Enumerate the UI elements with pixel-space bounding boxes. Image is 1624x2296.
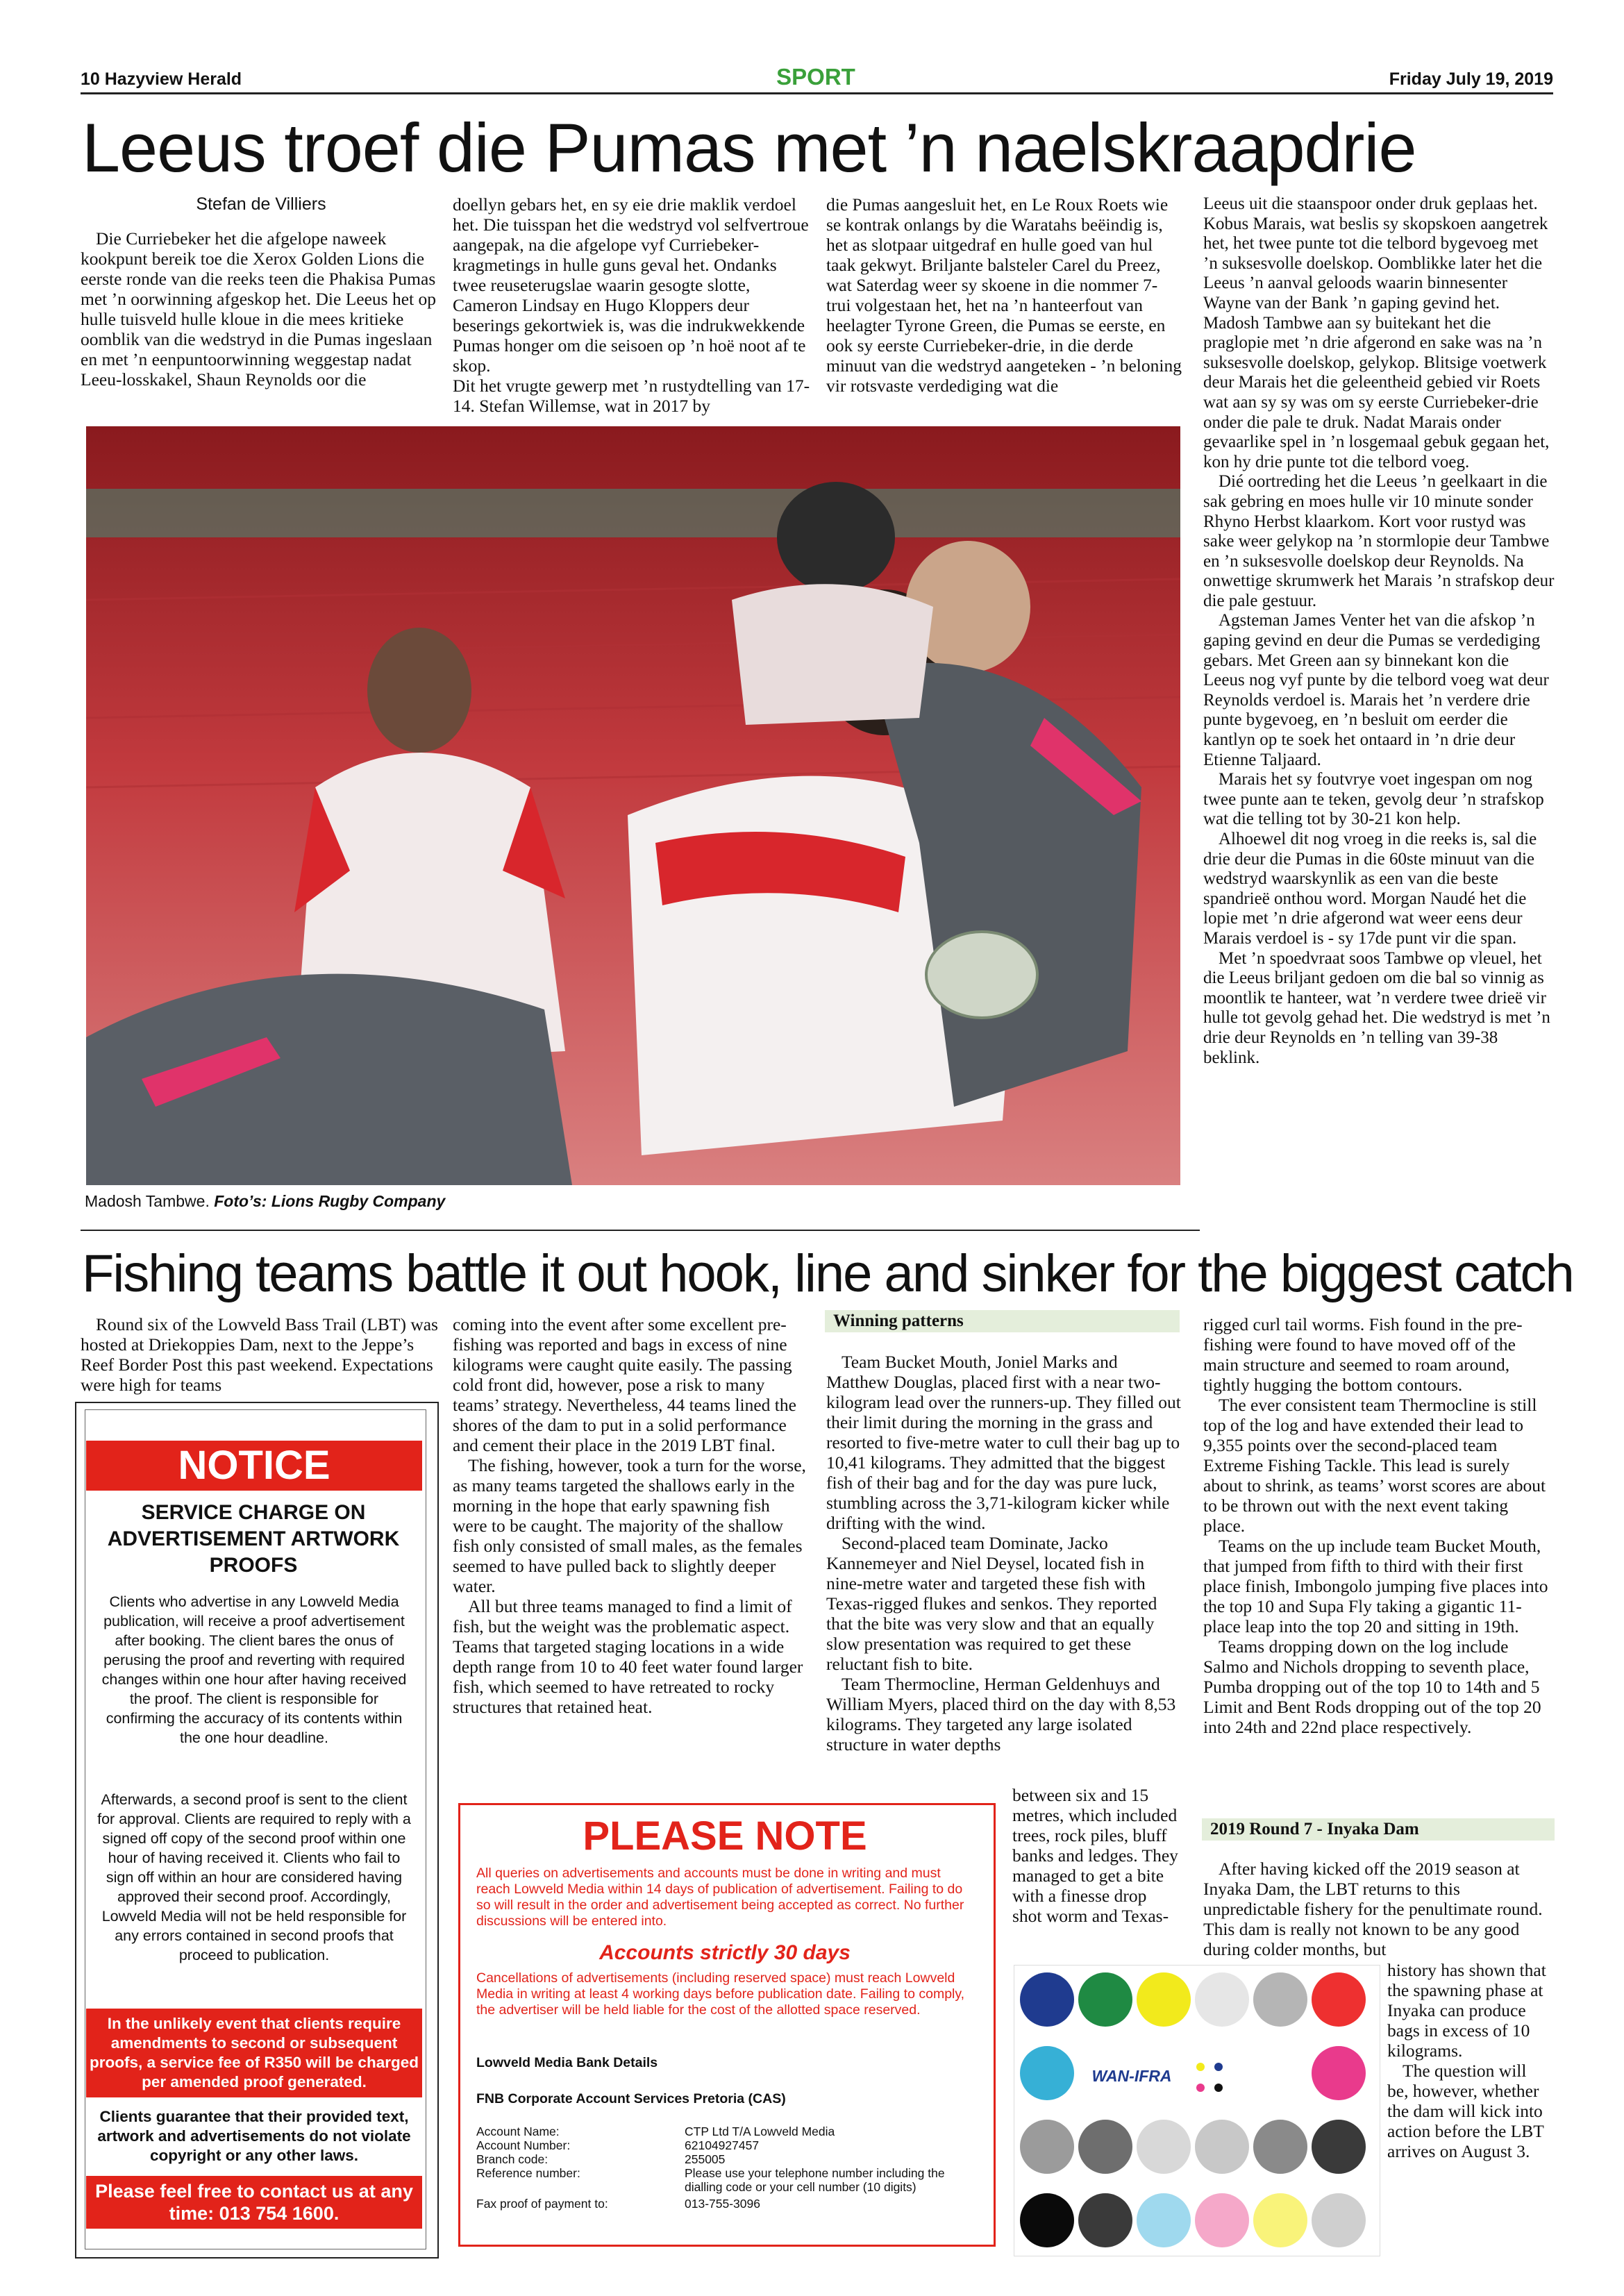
article1-col4 bbox=[1203, 194, 1555, 1068]
please-note-paragraph-1: All queries on advertisements and accounts must be done in writing and must reach Lowveld Media within 14 days of publication of advertisement. Failing to do so will result in the order and advertisement being accepted as correct. No further discussions will be entered into. bbox=[476, 1866, 964, 1929]
paragraph: Team Thermocline, Herman Geldenhuys and William Myers, placed third on the day with 8,53 kilograms. They targeted any large isolated structure in water depths bbox=[826, 1674, 1176, 1754]
subhead-inyaka-dam: 2019 Round 7 - Inyaka Dam bbox=[1202, 1818, 1555, 1841]
color-swatch bbox=[1078, 1972, 1132, 2027]
color-swatch bbox=[1078, 2120, 1132, 2174]
paragraph: Teams on the up include team Bucket Mouth, that jumped from fifth to third with their first place finish, Imbongolo jumping five places into the top 10 and Supa Fly taking a gigantic 11-place leap into the top 20 and sitting in 19th. bbox=[1203, 1536, 1548, 1636]
paragraph: Die Curriebeker het die afgelope naweek kookpunt bereik toe die Xerox Golden Lions die eerste ronde van die reeks teen die Phakisa Pumas met ’n oorwinning afgeskop het. Die Leeus het op hulle tuisveld hulle kloue in die mees kritieke oomblik van die wedstryd in die Pumas ingeslaan en met ’n eenpuntoorwinning weggestap nadat Leeu-losskakel, Shaun Reynolds oor die bbox=[81, 228, 436, 389]
article2-col4c bbox=[1387, 1960, 1551, 2161]
article2-col2 bbox=[453, 1314, 808, 1717]
bank-title: Lowveld Media Bank Details bbox=[476, 2055, 658, 2070]
color-swatch bbox=[1020, 1972, 1074, 2027]
rugby-photo bbox=[86, 426, 1180, 1185]
paragraph: history has shown that the spawning phase at Inyaka can produce bags in excess of 10 kilograms. bbox=[1387, 1960, 1546, 2061]
paragraph: coming into the event after some excellent pre-fishing was reported and bags in excess of nine kilograms were caught quite easily. The passing cold front did, however, pose a risk to many teams’ strategy. Nevertheless, 44 teams lined the shores of the dam to put in a solid performance and cement their place in the 2019 LBT final. bbox=[453, 1314, 796, 1455]
notice-paragraph-2: Afterwards, a second proof is sent to the client for approval. Clients are required to reply with a signed off copy of the second proof within one hour of having received it. Clients who fail to sign off within an hour are considered having approved their second proof. Accordingly, Lowveld Media will not be held responsible for any errors contained in second proofs that proceed to publication. bbox=[97, 1791, 411, 1963]
paragraph: die Pumas aangesluit het, en Le Roux Roets wie se kontrak onlangs by die Waratahs beëindig is, het as slotpaar uitgedraf en hulle goed van hul taak gekwyt. Briljante balsteler Carel du Preez, wat Saterdag weer sy skoene in die nommer 7-trui volgestaan het, het na ’n hanteerfout van heelagter Tyrone Green, die Pumas se eerste, en ook sy eerste Curriebeker-drie, in die derde minuut van die wedstryd aangeteken - ’n beloning vir rotsvaste verdediging wat die bbox=[826, 194, 1182, 396]
paragraph: Leeus uit die staanspoor onder druk geplaas het. Kobus Marais, wat beslis sy skopskoen aangetrek het, het twee punte tot die telbord bygevoeg met ’n suksesvolle doelskop. Oomblikke later het die Leeus ’n aanval geloods waarin binnesenter Wayne van der Bank ’n gaping gevind het. Madosh Tambwe aan sy buitekant het die praglopie met ’n drie afgerond en sake was na ’n suksesvolle doelskop, gelykop. Blitsige voetwerk deur Marais het die geleentheid gebied vir Roets wat aan sy sy was om sy eerste Curriebeker-drie onder die pale te druk. Nadat Marais onder gevaarlike spel in ’n losgemaal gebuk gegaan het, kon hy drie punte tot die telbord voeg. bbox=[1203, 194, 1550, 471]
notice-subtitle: SERVICE CHARGE ON ADVERTISEMENT ARTWORK PROOFS bbox=[107, 1501, 400, 1577]
article2-col1 bbox=[81, 1314, 442, 1395]
paragraph: The ever consistent team Thermocline is still top of the log and have extended their lead to 9,355 points over the second-placed team Extreme Fishing Tackle. This lead is surely about to shrink, as teams’ worst scores are about to be thrown out with the next event taking place. bbox=[1203, 1395, 1546, 1536]
bank-row bbox=[476, 2152, 978, 2166]
photo-caption bbox=[85, 1192, 445, 1211]
color-swatch bbox=[1312, 2046, 1366, 2100]
color-swatch bbox=[1078, 2193, 1132, 2247]
article1-col2 bbox=[453, 194, 814, 416]
caption-name: Madosh Tambwe. bbox=[85, 1192, 210, 1210]
registration-mark bbox=[1196, 2084, 1205, 2092]
header-rule bbox=[81, 92, 1553, 94]
paragraph: doellyn gebars het, en sy eie drie maklik verdoel het. Die tuisspan het die wedstryd vol selfvertroue aangepak, na die afgelope vyf Curriebeker-kragmetings in hulle guns geval het. Ondanks twee reuseterugslae waarin gesogte slotte, Cameron Lindsay en Hugo Kloppers deur beserings gekortwiek is, was die indrukwekkende Pumas honger om die seisoen op ’n hoë noot af te skop. bbox=[453, 194, 809, 376]
color-swatch bbox=[1195, 2193, 1249, 2247]
bank-row-label: Fax proof of payment to: bbox=[476, 2197, 608, 2211]
paragraph: rigged curl tail worms. Fish found in the pre-fishing were found to have moved off of the main structure and seemed to roam around, tightly hugging the bottom contours. bbox=[1203, 1314, 1523, 1395]
article1-col3 bbox=[826, 194, 1182, 396]
notice-contact: Please feel free to contact us at any time: 013 754 1600. bbox=[86, 2176, 422, 2229]
color-swatch bbox=[1137, 2193, 1191, 2247]
color-swatch bbox=[1253, 2120, 1307, 2174]
page-label: 10 Hazyview Herald bbox=[81, 69, 242, 89]
notice-title: NOTICE bbox=[86, 1441, 422, 1491]
notice-paragraph-1: Clients who advertise in any Lowveld Media publication, will receive a proof advertisement after booking. The client bares the onus of perusing the proof and reverting with required changes within one hour after having received the proof. The client is responsible for confirming the accuracy of its contents within the one hour deadline. bbox=[101, 1593, 407, 1746]
bank-row-label: Branch code: bbox=[476, 2152, 549, 2166]
color-swatch bbox=[1020, 2193, 1074, 2247]
bank-row-label: Account Name: bbox=[476, 2125, 560, 2138]
color-swatch bbox=[1312, 2120, 1366, 2174]
color-swatch bbox=[1195, 1972, 1249, 2027]
paragraph: All but three teams managed to find a limit of fish, but the weight was the problematic aspect. Teams that targeted staging locations in a wide depth range from 10 to 40 feet water found larger fish, which seemed to have retreated to rocky structures that retained heat. bbox=[453, 1596, 803, 1717]
color-control-strip bbox=[1014, 1965, 1380, 2256]
color-swatch bbox=[1137, 1972, 1191, 2027]
color-swatch bbox=[1312, 1972, 1366, 2027]
bank-row-label: Account Number: bbox=[476, 2138, 571, 2152]
paragraph: Dit het vrugte gewerp met ’n rustydtelling van 17-14. Stefan Willemse, wat in 2017 by bbox=[453, 376, 810, 416]
bank-row bbox=[476, 2125, 978, 2138]
paragraph: Teams dropping down on the log include Salmo and Nichols dropping to seventh place, Pumba dropping out of the top 10 to 14th and 5 Limit and Bent Rods dropping out of the top 20 into 24th and 22nd place respectively. bbox=[1203, 1636, 1541, 1737]
paragraph: The question will be, however, whether the dam will kick into action before the LBT arrives on August 3. bbox=[1387, 2061, 1544, 2161]
bank-row bbox=[476, 2197, 978, 2211]
page-date: Friday July 19, 2019 bbox=[1389, 69, 1553, 89]
article1-col1 bbox=[81, 194, 442, 389]
color-swatch bbox=[1195, 2120, 1249, 2174]
caption-credit: Foto’s: Lions Rugby Company bbox=[214, 1192, 446, 1210]
wan-ifra-logo: WAN-IFRA bbox=[1091, 2067, 1172, 2085]
article1-byline: Stefan de Villiers bbox=[196, 194, 326, 214]
article-divider bbox=[81, 1230, 1200, 1231]
article2-col3 bbox=[826, 1352, 1182, 1754]
bank-row-value: 62104927457 bbox=[685, 2138, 760, 2152]
color-swatch bbox=[1253, 1972, 1307, 2027]
bank-row bbox=[476, 2166, 978, 2194]
paragraph: Second-placed team Dominate, Jacko Kannemeyer and Niel Deysel, located fish in nine-metre water and targeted these fish with Texas-rigged flukes and senkos. They reported that the bite was very slow and that an equally slow presentation was required to get these reluctant fish to bite. bbox=[826, 1533, 1157, 1674]
bank-row bbox=[476, 2138, 978, 2152]
article2-headline: Fishing teams battle it out hook, line and sinker for the biggest catch bbox=[82, 1244, 1573, 1303]
paragraph: Met ’n spoedvraat soos Tambwe op vleuel, het die Leeus briljant gedoen om die bal so vinnig as moontlik te hanteer, wat ’n verdere twee drieë vir hulle tot gevolg gehad het. Die wedstryd is met ’n drie deur Reynolds en ’n telling van 39-38 beklink. bbox=[1203, 948, 1550, 1067]
registration-mark bbox=[1214, 2084, 1223, 2092]
bank-row-value: CTP Ltd T/A Lowveld Media bbox=[685, 2125, 835, 2138]
bank-details bbox=[476, 2125, 978, 2211]
color-swatch bbox=[1137, 2120, 1191, 2174]
bank-row-label: Reference number: bbox=[476, 2166, 580, 2180]
notice-paragraph-3: Clients guarantee that their provided text, artwork and advertisements do not violate copyright or any other laws. bbox=[97, 2108, 411, 2164]
please-note-title: PLEASE NOTE bbox=[583, 1813, 867, 1859]
article2-col3-narrow bbox=[1012, 1785, 1180, 1926]
bank-row-value: 013-755-3096 bbox=[685, 2197, 760, 2211]
notice-red-box: In the unlikely event that clients require amendments to second or subsequent proofs, a service fee of R350 will be charged per amended proof generated. bbox=[86, 2009, 422, 2097]
paragraph: Alhoewel dit nog vroeg in die reeks is, sal die drie deur die Pumas in die 60ste minuut van die wedstryd waarskynlik as een van die beste spandrieë onthou word. Morgan Naudé het die lopie met ’n drie afgerond wat weer eens deur Marais verdoel is - sy 17de punt vir die span. bbox=[1203, 830, 1537, 948]
paragraph: Dié oortreding het die Leeus ’n geelkaart in die sak gebring en moes hulle vir 10 minute sonder Rhyno Herbst klaarkom. Kort voor rustyd was sake weer gelykop na ’n stormlopie deur Tambwe en ’n suksesvolle doelskop deur Reynolds. Na onwettige skrumwerk het Marais ’n strafskop deur die pale gestuur. bbox=[1203, 472, 1555, 610]
paragraph: After having kicked off the 2019 season at Inyaka Dam, the LBT returns to this unpredictable fishery for the penultimate round. This dam is really not known to be any good during colder months, but bbox=[1203, 1859, 1543, 1959]
paragraph: between six and 15 metres, which included trees, rock piles, bluff banks and ledges. They managed to get a bite with a finesse drop shot worm and Texas- bbox=[1012, 1785, 1178, 1926]
paragraph: Team Bucket Mouth, Joniel Marks and Matthew Douglas, placed first with a near two-kilogram lead over the runners-up. They filled out their limit during the morning in the grass and resorted to five-metre water to cull their bag up to 10,41 kilograms. They admitted that the biggest fish of their bag and for the day was pure luck, stumbling across the 3,71-kilogram kicker while drifting with the wind. bbox=[826, 1352, 1181, 1533]
article2-col4b bbox=[1203, 1859, 1550, 1959]
color-swatch bbox=[1253, 2193, 1307, 2247]
color-swatch bbox=[1312, 2193, 1366, 2247]
color-swatch bbox=[1020, 2120, 1074, 2174]
accounts-title: Accounts strictly 30 days bbox=[599, 1941, 851, 1964]
subhead-winning-patterns: Winning patterns bbox=[825, 1310, 1180, 1332]
article1-headline: Leeus troef die Pumas met ’n naelskraapdrie bbox=[82, 109, 1416, 186]
bank-name: FNB Corporate Account Services Pretoria (CAS) bbox=[476, 2091, 786, 2106]
bank-row-value: Please use your telephone number including the dialling code or your cell number (10 digits) bbox=[685, 2166, 945, 2194]
article2-col4 bbox=[1203, 1314, 1550, 1737]
paragraph: Agsteman James Venter het van die afskop ’n gaping gevind en deur die Pumas se verdediging gebars. Met Green aan sy binnekant kon die Leeus nog vyf punte by die telbord voeg wat deur Reynolds verdoel is. Marais het ’n verdere drie punte bygevoeg, en ’n besluit om eerder die kantlyn op te soek het ontaard in ’n drie deur Etienne Taljaard. bbox=[1203, 611, 1549, 769]
paragraph: The fishing, however, took a turn for the worse, as many teams targeted the shallows early in the morning in the hope that early spawning fish were to be caught. The majority of the shallow fish only consisted of small males, as the females seemed to have pulled back to slightly deeper water. bbox=[453, 1455, 806, 1596]
registration-mark bbox=[1196, 2063, 1205, 2071]
color-swatch bbox=[1020, 2046, 1074, 2100]
section-tag: SPORT bbox=[776, 64, 855, 90]
paragraph: Round six of the Lowveld Bass Trail (LBT) was hosted at Driekoppies Dam, next to the Jeppe’s Reef Border Post this past weekend. Expectations were high for teams bbox=[81, 1314, 438, 1395]
registration-mark bbox=[1214, 2063, 1223, 2071]
bank-row-value: 255005 bbox=[685, 2152, 726, 2166]
please-note-paragraph-2: Cancellations of advertisements (including reserved space) must reach Lowveld Media in writing at least 4 working days before publication date. Failing to comply, the advertiser will be held liable for the cost of the allotted space reserved. bbox=[476, 1970, 965, 2018]
paragraph: Marais het sy foutvrye voet ingespan om nog twee punte aan te teken, gevolg deur ’n strafskop wat die telling tot by 30-21 kon help. bbox=[1203, 770, 1544, 829]
